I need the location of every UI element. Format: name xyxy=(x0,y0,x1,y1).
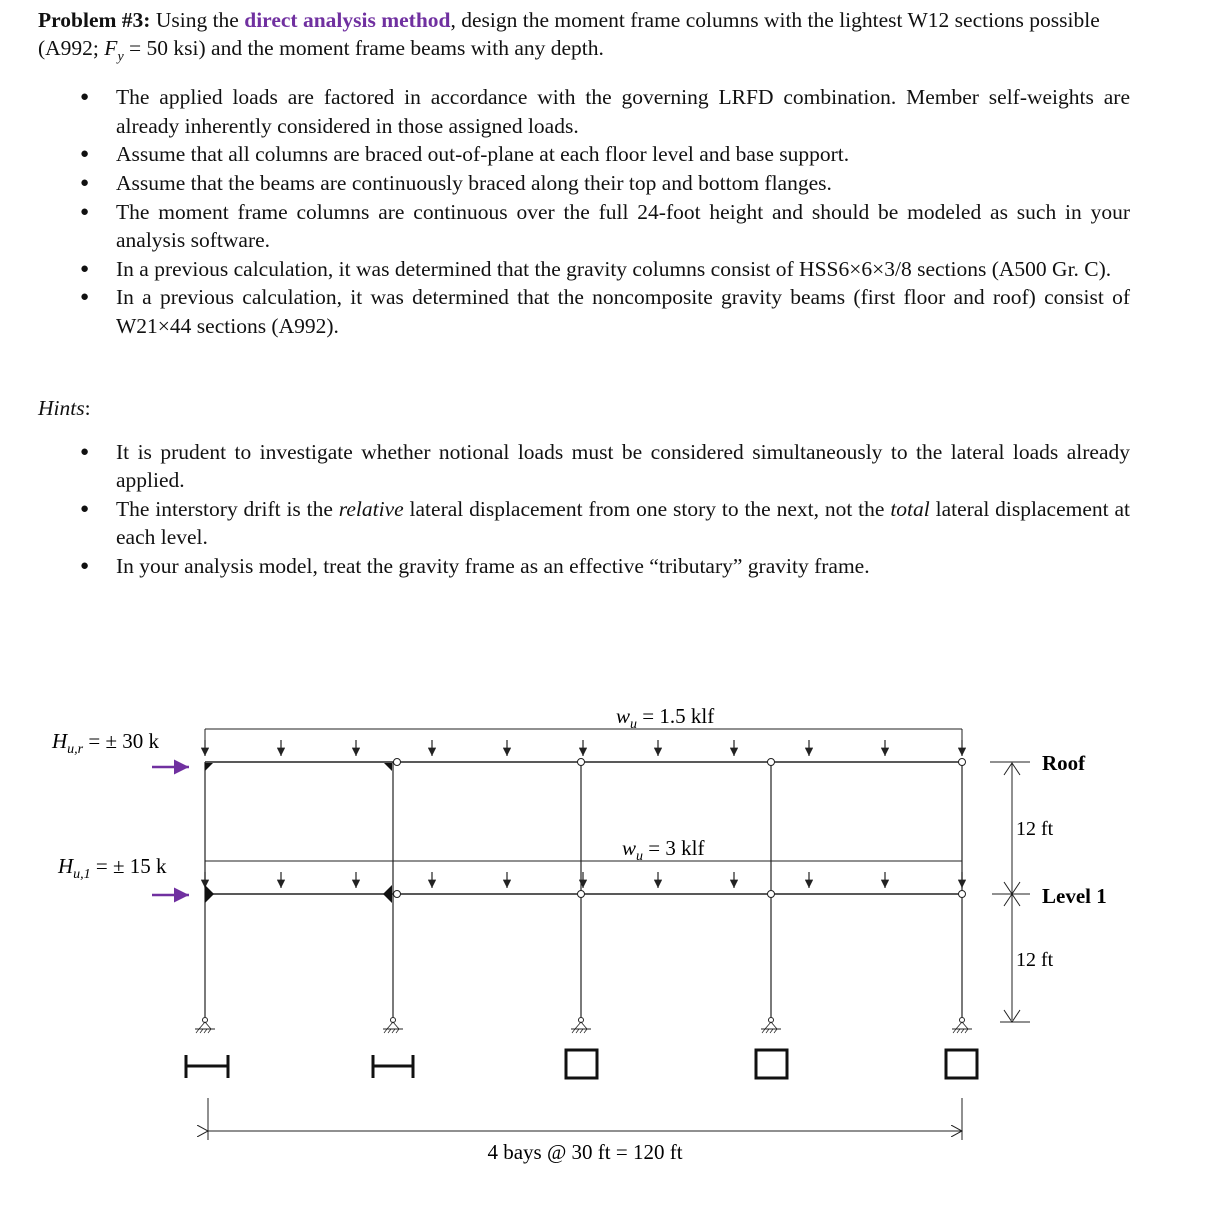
list-item: ● Assume that the beams are continuously braced along their top and bottom flanges. xyxy=(38,169,1130,198)
roof-lateral-load-label: $H_{u,r}$ = ± 30 k xyxy=(52,729,159,757)
pin-support-icon xyxy=(383,1018,403,1034)
list-item: ● In your analysis model, treat the gravity frame as an effective “tributary” gravity frame. xyxy=(38,552,1130,581)
hss-column-icon xyxy=(566,1050,597,1078)
pin-connections xyxy=(394,759,966,898)
level1-load-label: $w_u = 3$ klf xyxy=(622,836,705,864)
columns xyxy=(205,762,962,1017)
span-dimension xyxy=(208,1098,962,1140)
problem-text-2: = 50 ksi) and the moment frame beams with any depth. xyxy=(123,36,604,60)
pin-support-icon xyxy=(195,1018,215,1034)
problem-label: Problem #3 xyxy=(38,8,144,32)
pin-support-icon xyxy=(761,1018,781,1034)
level1-load-arrows xyxy=(205,872,962,888)
level1-lateral-load-label: $H_{u,1}$ = ± 15 k xyxy=(58,854,167,882)
roof-load-label: $w_u = 1.5$ klf xyxy=(616,704,715,732)
fy-subscript: y xyxy=(117,49,124,65)
list-item: ● The moment frame columns are continuous over the full 24-foot height and should be modeled as such in your analysis software. xyxy=(38,198,1130,255)
roof-label: Roof xyxy=(1042,751,1086,775)
hints-heading: Hints: xyxy=(38,395,91,420)
hss-column-icon xyxy=(946,1050,977,1078)
direct-analysis-method: direct analysis method xyxy=(244,8,451,32)
problem-intro: Using the xyxy=(155,8,239,32)
list-item: ● In a previous calculation, it was determined that the gravity columns consist of HSS6×6×3/8 sections (A500 Gr. C). xyxy=(38,255,1130,284)
roof-load-arrows xyxy=(205,740,962,756)
pin-support-icon xyxy=(571,1018,591,1034)
moment-connections xyxy=(205,763,392,903)
problem-statement: Problem #3: Using the direct analysis method, design the moment frame columns with the lightest W12 sections possible (A992; $F_y = 50$ ksi) and the moment frame beams with any depth. xyxy=(38,8,1100,65)
problem-text-1: , design the moment frame columns with the lightest W12 sections possible (A992; xyxy=(38,8,1100,60)
hss-column-icon xyxy=(756,1050,787,1078)
list-item: ● It is prudent to investigate whether notional loads must be considered simultaneously to the lateral loads already applied. xyxy=(38,438,1130,495)
list-item: ● The interstory drift is the relative lateral displacement from one story to the next, not the total lateral displacement at each level. xyxy=(38,495,1130,552)
list-item: ● The applied loads are factored in accordance with the governing LRFD combination. Member self-weights are already inherently considered in those assigned loads. xyxy=(38,83,1130,140)
wide-flange-column-icon xyxy=(186,1055,228,1078)
story-dimension xyxy=(990,762,1030,1022)
pin-supports xyxy=(195,1018,972,1034)
span-label: 4 bays @ 30 ft = 120 ft xyxy=(487,1140,683,1164)
level1-label: Level 1 xyxy=(1042,884,1107,908)
story-height-bottom: 12 ft xyxy=(1016,949,1054,971)
fy-symbol: F xyxy=(104,36,118,60)
pin-support-icon xyxy=(952,1018,972,1034)
list-item: ● Assume that all columns are braced out-of-plane at each floor level and base support. xyxy=(38,140,1130,169)
story-height-top: 12 ft xyxy=(1016,818,1054,840)
list-item: ● In a previous calculation, it was determined that the noncomposite gravity beams (first floor and roof) consist of W21×44 sections (A992). xyxy=(38,283,1130,340)
wide-flange-column-icon xyxy=(373,1055,413,1078)
